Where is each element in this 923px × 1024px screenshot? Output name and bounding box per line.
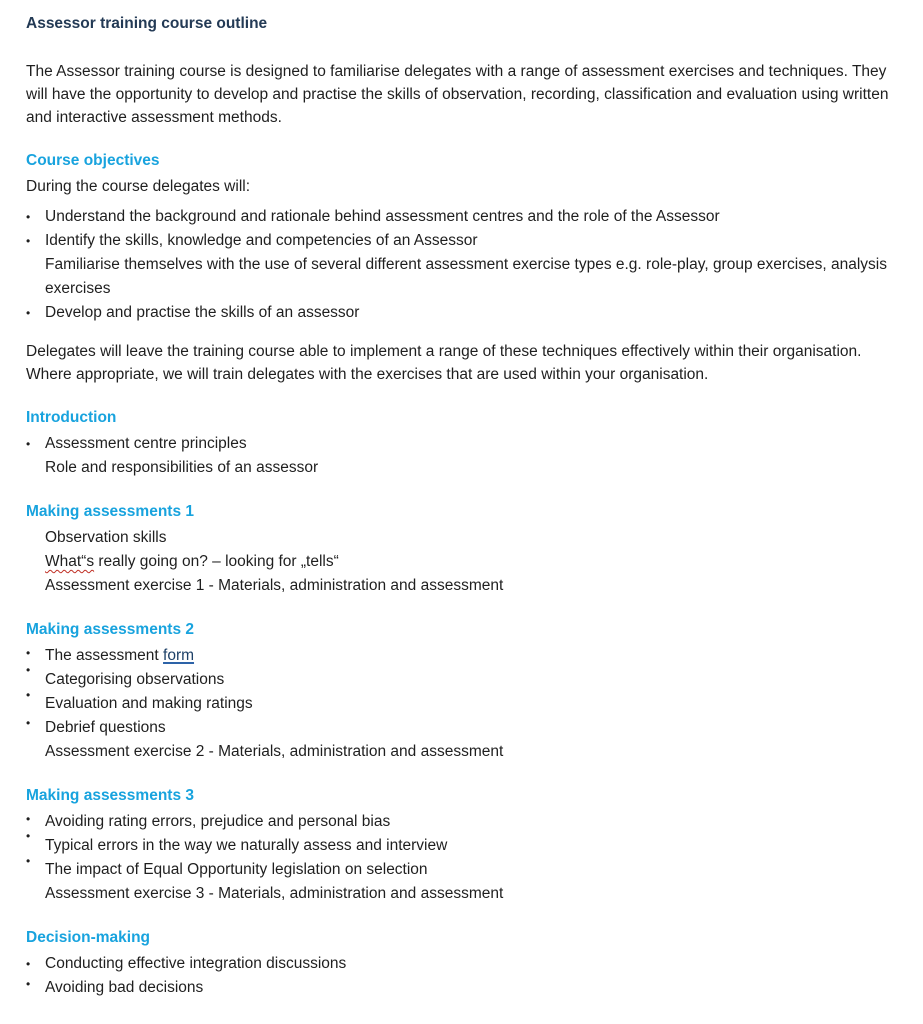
section-making-assessments-3 (26, 784, 895, 906)
list-item-text: Assessment exercise 2 - Materials, administration and assessment (45, 743, 504, 760)
bullet-icon: • (26, 437, 31, 451)
list-item-text-rest: really going on? – looking for „tells“ (94, 553, 339, 570)
misspelled-word: What“s (45, 553, 95, 570)
bullet-icon: • (26, 646, 31, 660)
section-heading-decision-making: Decision-making (26, 929, 151, 946)
section-heading-making-assessments-2: Making assessments 2 (26, 621, 195, 638)
list-item (26, 976, 894, 1000)
making-assessments-1-list (26, 526, 895, 598)
course-objectives-lead: During the course delegates will: (26, 178, 251, 195)
list-item-text: Assessment exercise 1 - Materials, administration and assessment (45, 577, 504, 594)
bullet-icon: • (26, 688, 31, 702)
list-item (26, 644, 894, 668)
bullet-icon: • (26, 812, 31, 826)
list-item-text: Familiarise themselves with the use of several different assessment exercise types e.g. role-play, group exercises, analysis exercises (45, 256, 887, 297)
list-item (26, 550, 895, 574)
list-item-text: Understand the background and rationale behind assessment centres and the role of the Assessor (45, 208, 720, 225)
list-item-text: Identify the skills, knowledge and competencies of an Assessor (45, 232, 478, 249)
delegates-paragraph: Delegates will leave the training course able to implement a range of these techniques effectively within their organisation. Where appropriate, we will train delegates with the exercises that are used within your organisation. (26, 343, 862, 383)
list-item (26, 432, 894, 456)
making-assessments-3-list (26, 810, 895, 906)
list-item (26, 952, 894, 976)
list-item (26, 716, 894, 740)
section-heading-course-objectives: Course objectives (26, 152, 160, 169)
list-item-text: The impact of Equal Opportunity legislation on selection (45, 861, 428, 878)
list-item-text: Avoiding bad decisions (45, 979, 204, 996)
list-item (26, 456, 895, 480)
list-item-text: Conducting effective integration discussions (45, 955, 347, 972)
list-item (26, 663, 894, 692)
list-item (26, 810, 894, 834)
intro-paragraph: The Assessor training course is designed to familiarise delegates with a range of assessment exercises and techniques. They will have the opportunity to develop and practise the skills of observation, recording, classification and evaluation using written and interactive assessment methods. (26, 63, 889, 126)
list-item-text: Role and responsibilities of an assessor (45, 459, 319, 476)
list-item (26, 688, 894, 716)
bullet-icon: • (26, 234, 31, 248)
bullet-icon: • (26, 210, 31, 224)
bullet-icon: • (26, 663, 31, 677)
section-heading-making-assessments-3: Making assessments 3 (26, 787, 195, 804)
section-course-objectives (26, 149, 895, 325)
list-item (26, 740, 895, 764)
bullet-icon: • (26, 957, 31, 971)
bullet-icon: • (26, 829, 31, 843)
list-item (26, 854, 894, 882)
section-decision-making (26, 926, 895, 1000)
list-item-text (45, 644, 894, 668)
list-item-text: Evaluation and making ratings (45, 695, 253, 712)
form-link[interactable]: form (163, 647, 195, 664)
list-item (26, 526, 895, 550)
list-item (26, 882, 895, 906)
list-item (26, 253, 895, 301)
bullet-icon: • (26, 306, 31, 320)
list-item-text: Debrief questions (45, 719, 166, 736)
section-heading-introduction: Introduction (26, 409, 117, 426)
list-item (26, 829, 894, 858)
list-item-text: Typical errors in the way we naturally assess and interview (45, 837, 448, 854)
list-item-text: Develop and practise the skills of an assessor (45, 304, 360, 321)
page-title: Assessor training course outline (26, 15, 268, 32)
bullet-icon: • (26, 854, 31, 868)
list-item (26, 301, 894, 325)
bullet-icon: • (26, 977, 31, 991)
list-item-text: Avoiding rating errors, prejudice and personal bias (45, 813, 391, 830)
list-item (26, 229, 894, 253)
section-making-assessments-2 (26, 618, 895, 764)
decision-making-list (26, 952, 895, 1000)
introduction-list (26, 432, 895, 480)
list-item-text-lead: The assessment (45, 647, 164, 664)
section-making-assessments-1 (26, 500, 895, 598)
list-item (26, 574, 895, 598)
list-item (26, 205, 894, 229)
course-objectives-list (26, 205, 895, 325)
list-item-text: Observation skills (45, 529, 167, 546)
bullet-icon: • (26, 716, 31, 730)
section-introduction (26, 406, 895, 480)
list-item-text: Assessment centre principles (45, 435, 247, 452)
section-heading-making-assessments-1: Making assessments 1 (26, 503, 195, 520)
list-item-text: Categorising observations (45, 671, 225, 688)
list-item-text: Assessment exercise 3 - Materials, administration and assessment (45, 885, 504, 902)
making-assessments-2-list (26, 644, 895, 764)
list-item-text (45, 550, 895, 574)
